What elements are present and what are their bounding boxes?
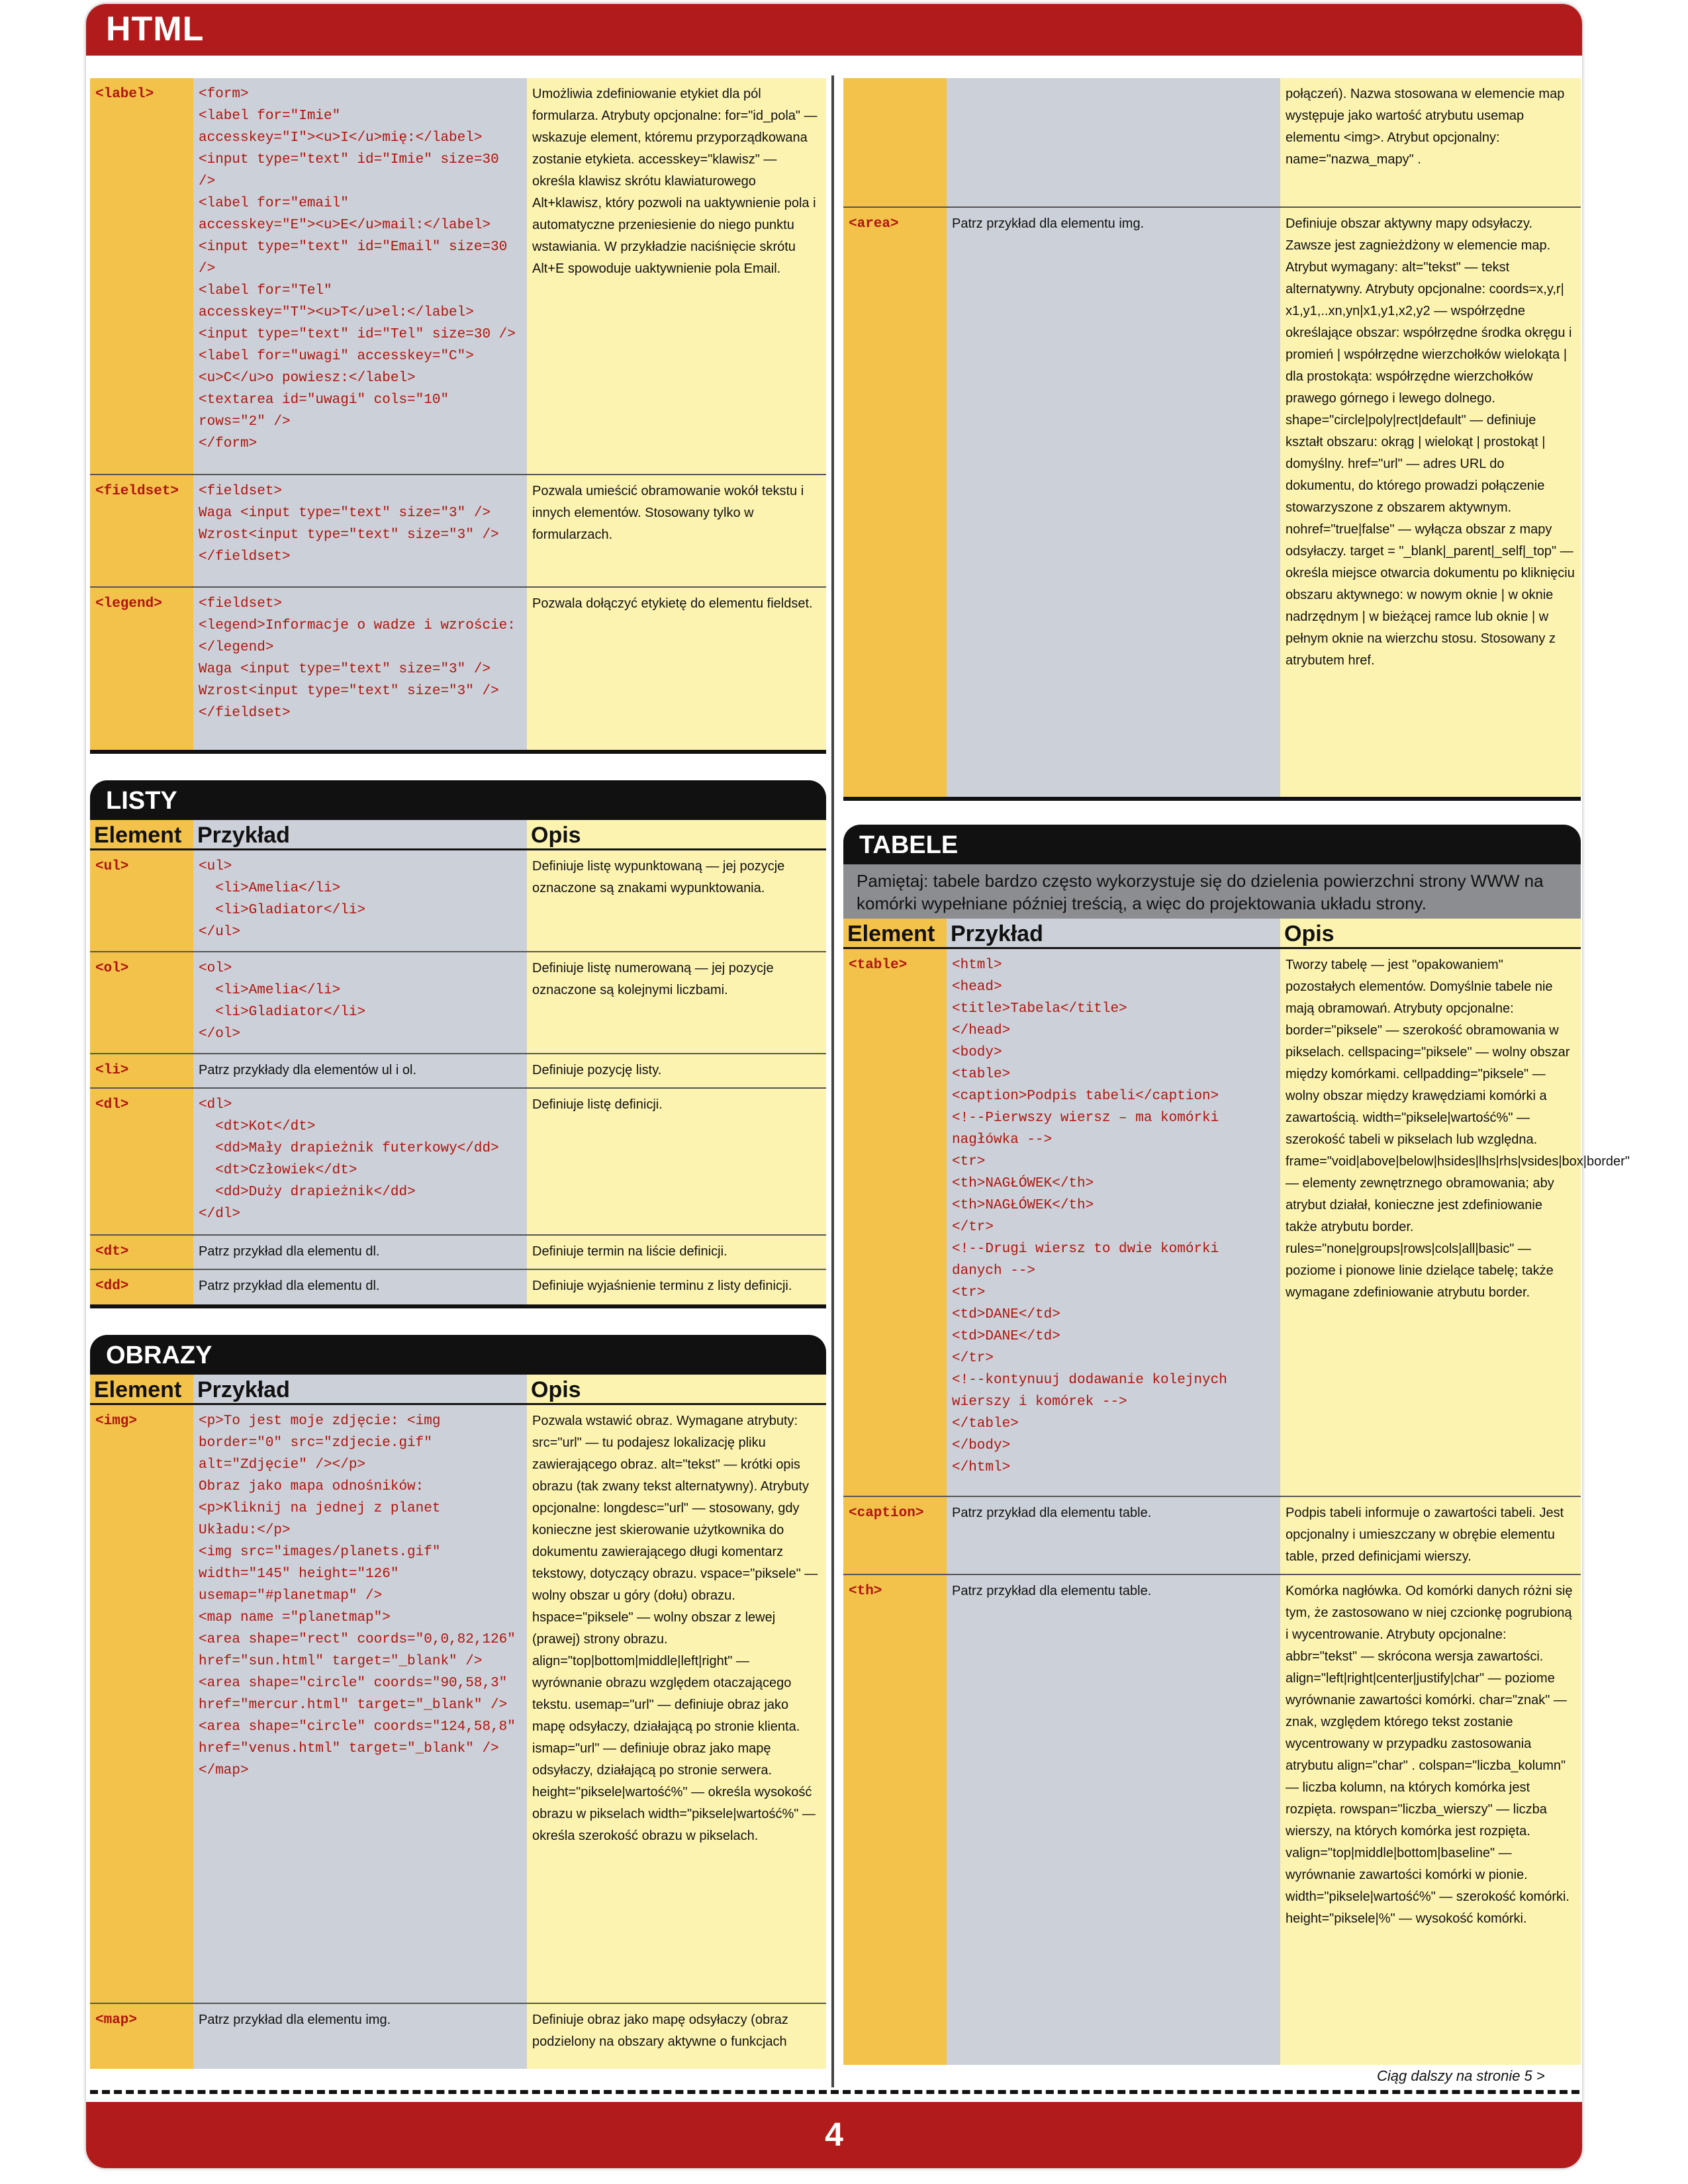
desc-map: Definiuje obraz jako mapę odsyłaczy (obraz podzielony na obszary aktywne o funkcjach bbox=[527, 2004, 826, 2069]
desc-fieldset: Pozwala umieścić obramowanie wokół tekstu i innych elementów. Stosowany tylko w formularzach. bbox=[527, 475, 826, 588]
example-map: Patrz przykład dla elementu img. bbox=[193, 2004, 527, 2069]
desc-ol: Definiuje listę numerowaną — jej pozycje oznaczone są kolejnymi liczbami. bbox=[527, 952, 826, 1054]
element-map: <map> bbox=[90, 2004, 193, 2069]
example-fieldset: <fieldset> Waga <input type="text" size="3" /> Wzrost<input type="text" size="3" /> </fieldset> bbox=[193, 475, 527, 588]
desc-dl: Definiuje listę definicji. bbox=[527, 1089, 826, 1236]
example-dt: Patrz przykład dla elementu dl. bbox=[193, 1236, 527, 1270]
col-header-example: Przykład bbox=[193, 820, 527, 850]
desc-label: Umożliwia zdefiniowanie etykiet dla pól formularza. Atrybuty opcjonalne: for="id_pola" — wskazuje element, któremu przyporządkowana zostanie etykieta. accesskey="klawisz" — określa klawisz skrótu klawiaturowego Alt+klawisz, który pozwoli na uaktywnienie pola i automatyczne przeniesienie do niego punktu wstawiania. W przykładzie naciśnięcie skrótu Alt+E spowoduje uaktywnienie pola Email. bbox=[527, 78, 826, 475]
element-dd: <dd> bbox=[90, 1270, 193, 1304]
right-column bbox=[843, 78, 1630, 2065]
document-page bbox=[86, 4, 1630, 2168]
desc-caption: Podpis tabeli informuje o zawartości tabeli. Jest opcjonalny i umieszczany w obrębie elementu table, przed definicjami wierszy. bbox=[1280, 1497, 1581, 1575]
listy-table bbox=[90, 820, 826, 1304]
example-img: <p>To jest moje zdjęcie: <img border="0" src="zdjecie.gif" alt="Zdjęcie" /></p> Obraz jako mapa odnośników: <p>Kliknij na jednej z planet Układu:</p> <img src="images/planets.gif" width="145" height="126" usemap="#planetmap" /> <map name ="planetmap"> <area shape="rect" coords="0,0,82,126" href="sun.html" target="_blank" /> <area shape="circle" coords="90,58,3" href="mercur.html" target="_blank" /> <area shape="circle" coords="124,58,8" href="venus.html" target="_blank" /> </map> bbox=[193, 1405, 527, 2004]
element-fieldset: <fieldset> bbox=[90, 475, 193, 588]
col-header-example: Przykład bbox=[947, 919, 1280, 949]
desc-th: Komórka nagłówka. Od komórki danych różni się tym, że zastosowano w niej czcionkę pogrubioną i wycentrowanie. Atrybuty opcjonalne: abbr="tekst" — skrócona wersja zawartości. align="left|right|center|justify|char" — poziome wyrównanie zawartości komórki. char="znak" — znak, względem którego tekst zostanie wycentrowany w przypadku zastosowania atrybutu align="char" . colspan="liczba_kolumn" — liczba kolumn, na których komórka jest rozpięta. rowspan="liczba_wierszy" — liczba wierszy, na których komórka jest rozpięta. valign="top|middle|bottom|baseline" — wyrównanie zawartości komórki w pionie. width="piksele|wartość%" — szerokość komórki. height="piksele|%" — wysokość komórki. bbox=[1280, 1575, 1581, 2065]
desc-li: Definiuje pozycję listy. bbox=[527, 1054, 826, 1089]
example-li: Patrz przykłady dla elementów ul i ol. bbox=[193, 1054, 527, 1089]
column-divider bbox=[831, 75, 834, 2087]
map-area-table bbox=[843, 78, 1581, 797]
col-header-element: Element bbox=[843, 919, 947, 949]
element-ul: <ul> bbox=[90, 850, 193, 952]
example-table: <html> <head> <title>Tabela</title> </head> <body> <table> <caption>Podpis tabeli</caption> <!--Pierwszy wiersz – ma komórki nagłówka --> <tr> <th>NAGŁÓWEK</th> <th>NAGŁÓWEK</th> </tr> <!--Drugi wiersz to dwie komórki danych --> <tr> <td>DANE</td> <td>DANE</td> </tr> <!--kontynuuj dodawanie kolejnych wierszy i komórek --> </table> </body> </html> bbox=[947, 949, 1280, 1497]
section-title-listy: LISTY bbox=[90, 780, 826, 820]
desc-dt: Definiuje termin na liście definicji. bbox=[527, 1236, 826, 1270]
form-table bbox=[90, 78, 826, 750]
desc-legend: Pozwala dołączyć etykietę do elementu fieldset. bbox=[527, 588, 826, 750]
example-ul: <ul> <li>Amelia</li> <li>Gladiator</li> </ul> bbox=[193, 850, 527, 952]
element-ol: <ol> bbox=[90, 952, 193, 1054]
tabele-table bbox=[843, 919, 1630, 2065]
col-header-desc: Opis bbox=[527, 1375, 826, 1405]
page-number: 4 bbox=[825, 2116, 843, 2153]
element-caption: <caption> bbox=[843, 1497, 947, 1575]
element-th: <th> bbox=[843, 1575, 947, 2065]
element-dt: <dt> bbox=[90, 1236, 193, 1270]
element-dl: <dl> bbox=[90, 1089, 193, 1236]
example-legend: <fieldset> <legend>Informacje o wadze i wzroście: </legend> Waga <input type="text" size="3" /> Wzrost<input type="text" size="3" /> </fieldset> bbox=[193, 588, 527, 750]
col-header-example: Przykład bbox=[193, 1375, 527, 1405]
element-label: <label> bbox=[90, 78, 193, 475]
element-legend: <legend> bbox=[90, 588, 193, 750]
desc-map-cont: połączeń). Nazwa stosowana w elemencie map występuje jako wartość atrybutu usemap elementu <img>. Atrybut opcjonalny: name="nazwa_mapy" . bbox=[1280, 78, 1581, 208]
col-header-desc: Opis bbox=[1280, 919, 1581, 949]
element-table: <table> bbox=[843, 949, 947, 1497]
desc-img: Pozwala wstawić obraz. Wymagane atrybuty: src="url" — tu podajesz lokalizację pliku zawierającego obraz. alt="tekst" — krótki opis obrazu (tak zwany tekst alternatywny). Atrybuty opcjonalne: longdesc="url" — stosowany, gdy konieczne jest skierowanie użytkownika do dokumentu zawierającego długi komentarz tekstowy, dotyczący obrazu. vspace="piksele" — wolny obszar u góry (dołu) obrazu. hspace="piksele" — wolny obszar z lewej (prawej) strony obrazu. align="top|bottom|middle|left|right" — wyrównanie obrazu względem otaczającego tekstu. usemap="url" — definiuje obraz jako mapę odsyłaczy, działającą po stronie klienta. ismap="url" — definiuje obraz jako mapę odsyłaczy, działającą po stronie serwera. height="piksele|wartość%" — określa wysokość obrazu w pikselach width="piksele|wartość%" — określa szerokość obrazu w pikselach. bbox=[527, 1405, 826, 2004]
example-dd: Patrz przykład dla elementu dl. bbox=[193, 1270, 527, 1304]
desc-area: Definiuje obszar aktywny mapy odsyłaczy. Zawsze jest zagnieżdżony w elemencie map. Atrybut wymagany: alt="tekst" — tekst alternatywny. Atrybuty opcjonalne: coords=x,y,r| x1,y1,..xn,yn|x1,y1,x2,y2 — współrzędne określające obszar: współrzędne środka okręgu i promień | współrzędne wierzchołków wielokąta | dla prostokąta: współrzędne wierzchołków prawego górnego i lewego dolnego. shape="circle|poly|rect|default" — definiuje kształt obszaru: okrąg | wielokąt | prostokąt | domyślny. href="url" — adres URL do dokumentu, do którego prowadzi połączenie stowarzyszone z obszarem aktywnym. nohref="true|false" — wyłącza obszar z mapy odsyłaczy. target = "_blank|_parent|_self|_top" — określa miejsce otwarcia dokumentu po kliknięciu obszaru aktywnego: w nowym oknie | w oknie nadrzędnym | w bieżącej ramce lub oknie | w pełnym oknie na wierzchu stosu. Stosowany z atrybutem href. bbox=[1280, 208, 1581, 797]
left-column bbox=[90, 78, 826, 2069]
bottom-dashed-rule bbox=[90, 2090, 1579, 2094]
example-dl: <dl> <dt>Kot</dt> <dd>Mały drapieżnik futerkowy</dd> <dt>Człowiek</dt> <dd>Duży drapieżnik</dd> </dl> bbox=[193, 1089, 527, 1236]
example-caption: Patrz przykład dla elementu table. bbox=[947, 1497, 1280, 1575]
desc-dd: Definiuje wyjaśnienie terminu z listy definicji. bbox=[527, 1270, 826, 1304]
example-label: <form> <label for="Imie" accesskey="I"><u>I</u>mię:</label> <input type="text" id="Imie" size=30 /> <label for="email" accesskey="E"><u>E</u>mail:</label> <input type="text" id="Email" size=30 /> <label for="Tel" accesskey="T"><u>T</u>el:</label> <input type="text" id="Tel" size=30 /> <label for="uwagi" accesskey="C"> <u>C</u>o powiesz:</label> <textarea id="uwagi" cols="10" rows="2" /> </form> bbox=[193, 78, 527, 475]
example-ol: <ol> <li>Amelia</li> <li>Gladiator</li> </ol> bbox=[193, 952, 527, 1054]
continued-note: Ciąg dalszy na stronie 5 > bbox=[1377, 2068, 1545, 2084]
page-title: HTML bbox=[106, 10, 205, 48]
col-header-desc: Opis bbox=[527, 820, 826, 850]
element-li: <li> bbox=[90, 1054, 193, 1089]
col-header-element: Element bbox=[90, 1375, 193, 1405]
example-area: Patrz przykład dla elementu img. bbox=[947, 208, 1280, 797]
element-img: <img> bbox=[90, 1405, 193, 2004]
header-bar bbox=[86, 4, 1582, 56]
example-map-cont bbox=[947, 78, 1280, 208]
section-title-tabele: TABELE bbox=[843, 825, 1581, 864]
element-area: <area> bbox=[843, 208, 947, 797]
obrazy-table bbox=[90, 1375, 826, 2069]
section-title-obrazy: OBRAZY bbox=[90, 1335, 826, 1375]
desc-ul: Definiuje listę wypunktowaną — jej pozycje oznaczone są znakami wypunktowania. bbox=[527, 850, 826, 952]
footer-bar bbox=[86, 2102, 1582, 2168]
example-th: Patrz przykład dla elementu table. bbox=[947, 1575, 1280, 2065]
element-map-cont bbox=[843, 78, 947, 208]
col-header-element: Element bbox=[90, 820, 193, 850]
desc-table: Tworzy tabelę — jest "opakowaniem" pozostałych elementów. Domyślnie tabele nie mają obramowań. Atrybuty opcjonalne: border="piksele" — szerokość obramowania w pikselach. cellspacing="piksele" — wolny obszar między komórkami. cellpadding="piksele" — wolny obszar między krawędziami komórki a zawartością. width="piksele|wartość%" — szerokość tabeli w pikselach lub względna. frame="void|above|below|hsides|lhs|rhs|vsides|box|border" — elementy zewnętrznego obramowania; aby atrybut działał, konieczne jest zdefiniowanie także atrybutu border. rules="none|groups|rows|cols|all|basic" — poziome i pionowe linie dzielące tabelę; także wymagane zdefiniowanie atrybutu border. bbox=[1280, 949, 1581, 1497]
tabele-note: Pamiętaj: tabele bardzo często wykorzystuje się do dzielenia powierzchni strony WWW na komórki wypełniane później treścią, a więc do projektowania układu strony. bbox=[843, 864, 1581, 919]
